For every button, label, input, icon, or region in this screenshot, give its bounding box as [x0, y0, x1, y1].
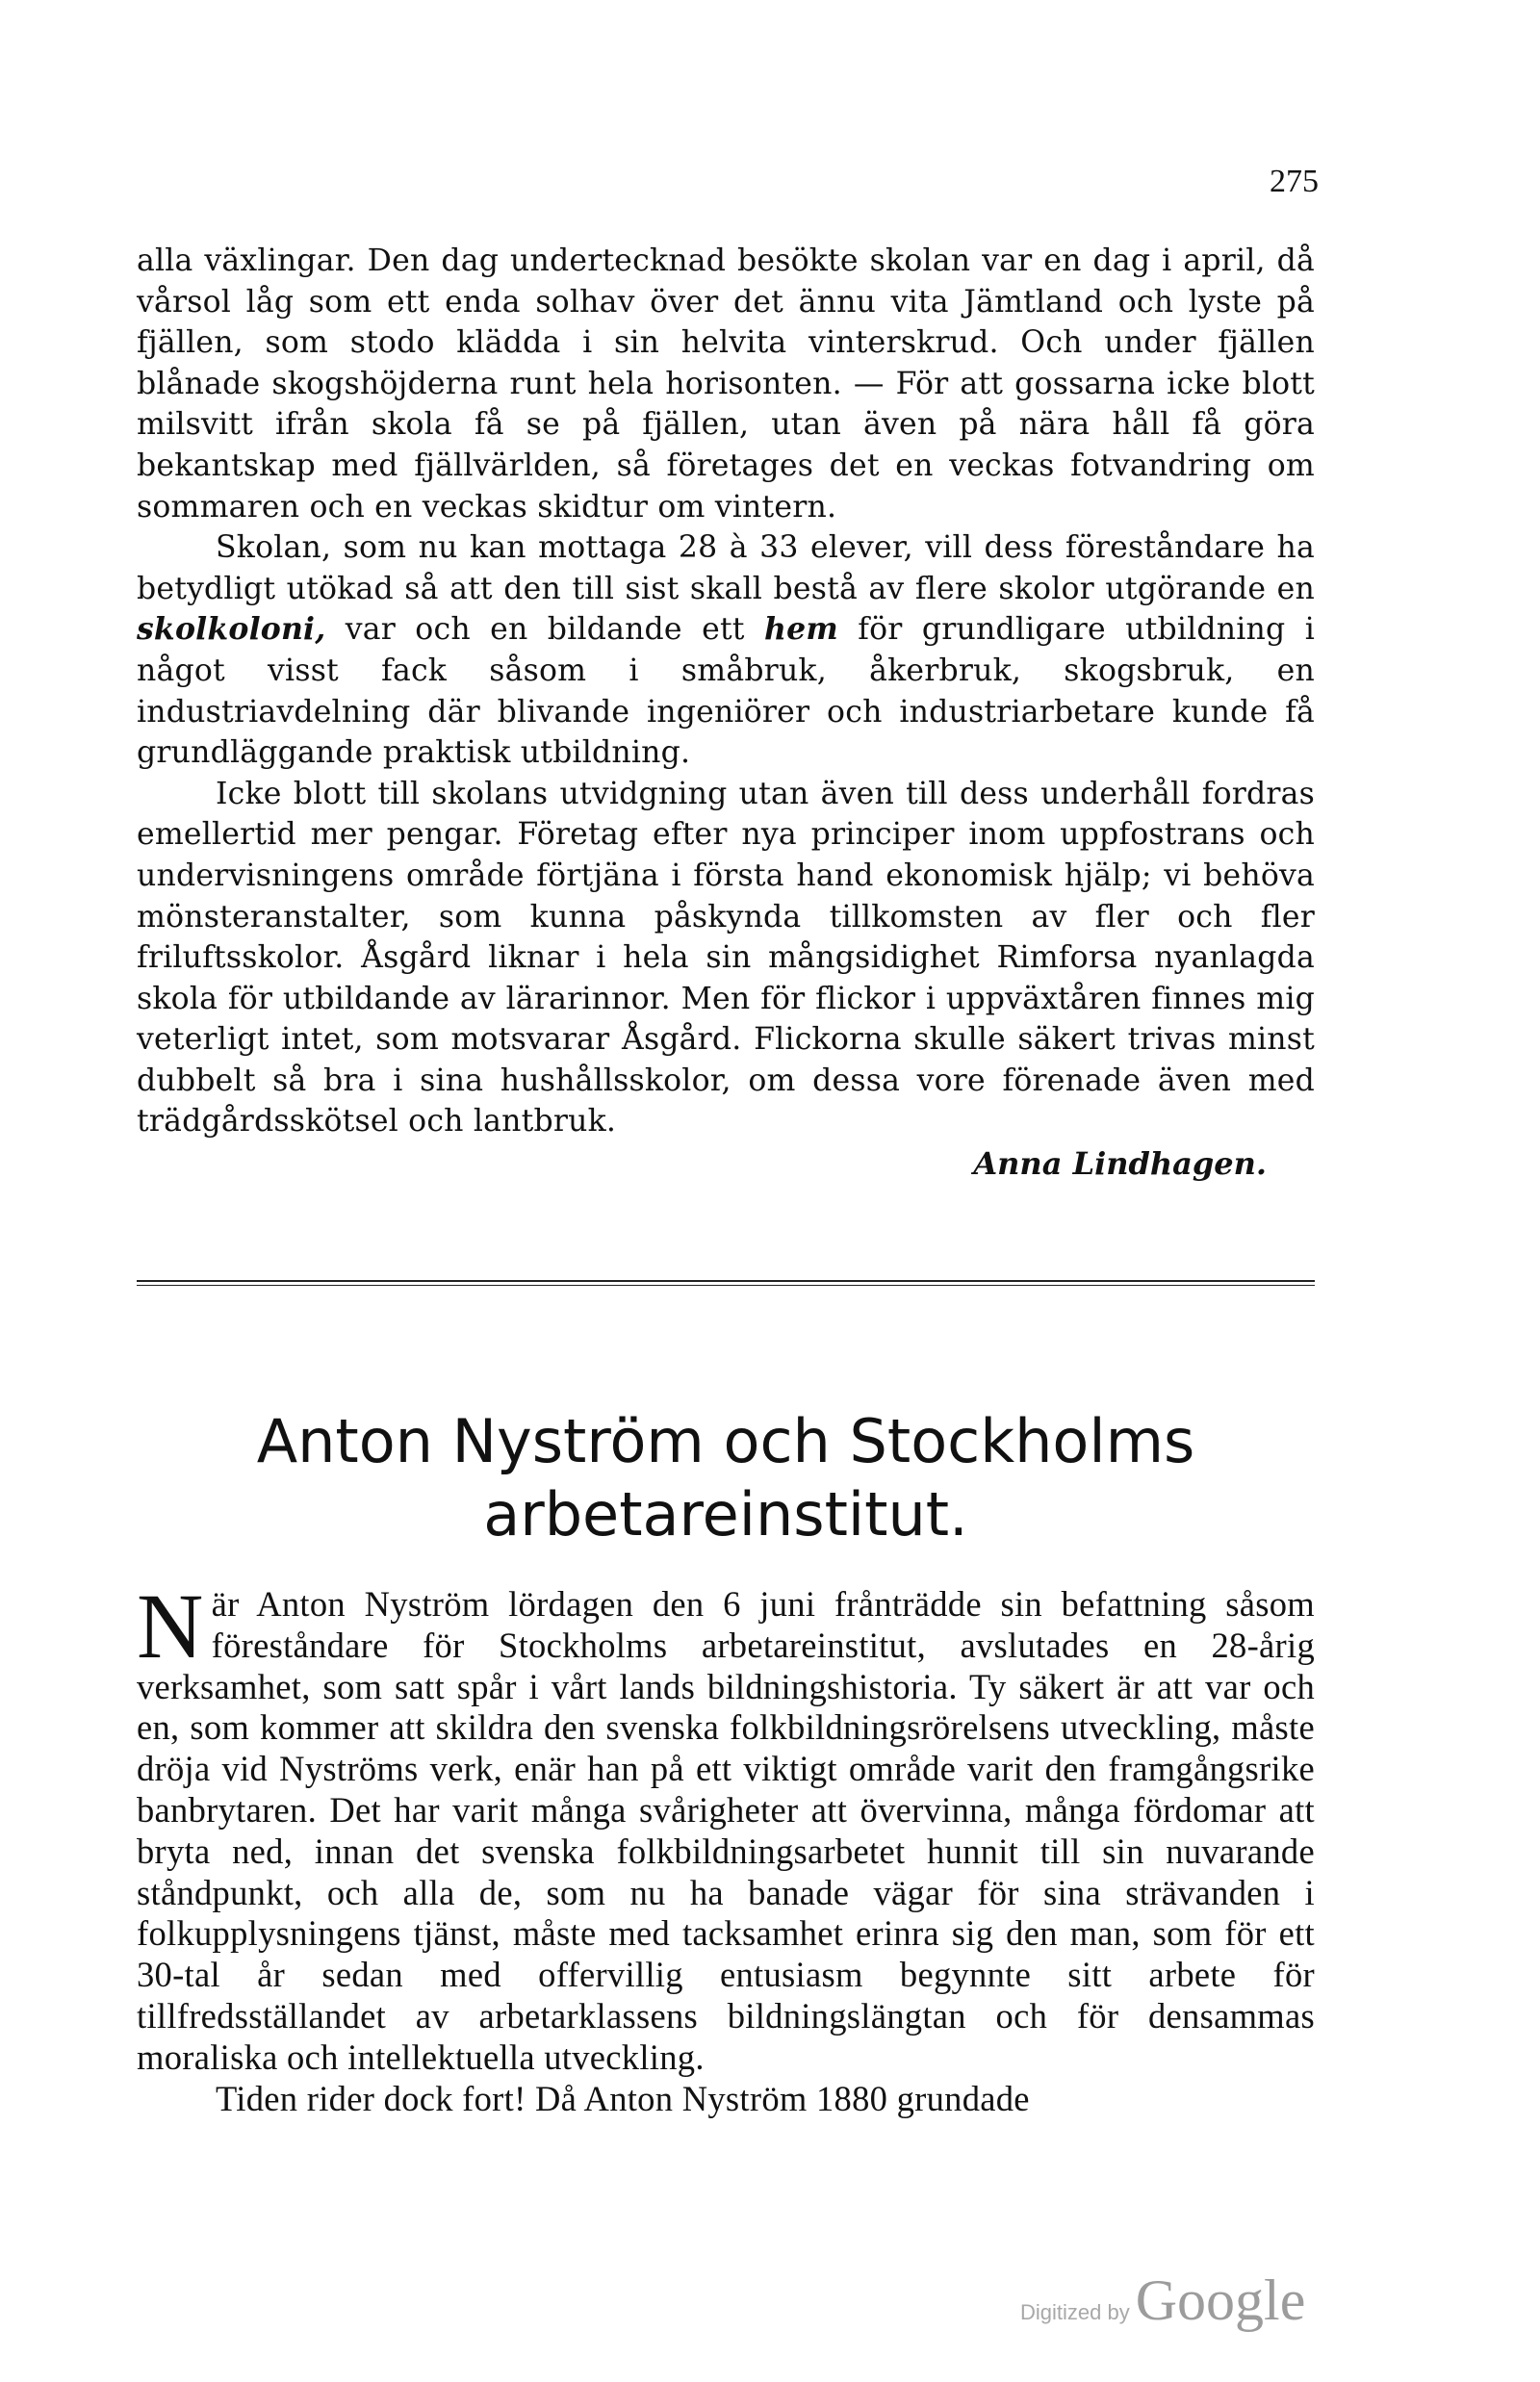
paragraph-text: var och en bildande ett	[325, 612, 765, 648]
digitized-by-label: Digitized by	[1020, 2300, 1130, 2324]
article-title-line-1: Anton Nyström och Stockholms	[256, 1406, 1195, 1476]
paragraph	[137, 241, 1315, 527]
paragraph	[137, 774, 1315, 1142]
article-paragraph-2: Tiden rider dock fort! Då Anton Nyström 1880 grundade	[216, 2078, 1030, 2118]
page-number: 275	[1270, 164, 1319, 199]
drop-cap: N	[137, 1575, 204, 1678]
article-body	[137, 1575, 1315, 2119]
google-logo: Google	[1135, 2268, 1306, 2332]
article-title	[137, 1405, 1315, 1551]
paragraph-text: för grundligare utbildning i något visst fack såsom i småbruk, åkerbruk, skogsbruk, en industriavdelning där blivande ingeniörer och industriarbetare kunde få grundläggande praktisk utbildning.	[137, 612, 1316, 771]
article-paragraph-1	[137, 1575, 1315, 2079]
paragraph-text: Skolan, som nu kan mottaga 28 à 33 elever, vill dess föreståndare ha betydligt utökad så att den till sist skall bestå av flere skolor utgörande en	[137, 530, 1315, 606]
emphasized-text: hem	[764, 611, 838, 648]
article-title-line-2: arbetareinstitut.	[483, 1479, 968, 1550]
digitized-by-google-watermark	[1020, 2267, 1306, 2332]
author-signature: Anna Lindhagen.	[973, 1145, 1267, 1183]
section-divider	[137, 1280, 1315, 1286]
emphasized-text: skolkoloni,	[137, 611, 326, 648]
previous-article-ending	[137, 241, 1315, 1185]
paragraph	[137, 527, 1315, 774]
article-paragraph-1-text: är Anton Nyström lördagen den 6 juni frånträdde sin befattning såsom föreståndare för Stockholms arbetareinstitut, avslutades en 28-årig verksamhet, som satt spår i vårt lands bildningshistoria. Ty säkert är att var och en, som kommer att skildra den svenska folkbildningsrörelsens utveckling, måste dröja vid Nyströms verk, enär han på ett viktigt område varit den framgångsrike banbrytaren. Det har varit många svårigheter att övervinna, många fördomar att bryta ned, innan det svenska folkbildningsarbetet hunnit till sin nuvarande ståndpunkt, och alla de, som nu ha banade vägar för sina strävanden i folkupplysningens tjänst, måste med tacksamhet erinra sig den man, som för ett 30-tal år sedan med offervillig entusiasm begynnte sitt arbete för tillfredsställandet av arbetarklassens bildningslängtan och för densammas moraliska och intellektuella utveckling.	[137, 1584, 1315, 2077]
paragraph-text: Icke blott till skolans utvidgning utan även till dess underhåll fordras emellertid mer pengar. Företag efter nya principer inom uppfostrans och undervisningens område förtjäna i första hand ekonomisk hjälp; vi behöva mönsteranstalter, som kunna påskynda tillkomsten av fler och fler friluftsskolor. Åsgård liknar i hela sin mångsidighet Rimforsa nyanlagda skola för utbildande av lärarinnor. Men för flickor i uppväxtåren finnes mig veterligt intet, som motsvarar Åsgård. Flickorna skulle säkert trivas minst dubbelt så bra i sina hushållsskolor, om dessa vore förenade även med trädgårdsskötsel och lantbruk.	[137, 776, 1315, 1140]
paragraph-text: alla växlingar. Den dag undertecknad besökte skolan var en dag i april, då vårsol låg som ett enda solhav över det ännu vita Jämtland och lyste på fjällen, som stodo klädda i sin helvita vinterskrud. Och under fjällen blånade skogshöjderna runt hela horisonten. — För att gossarna icke blott milsvitt ifrån skola få se på fjällen, utan även på nära håll få göra bekantskap med fjällvärlden, så företages det en veckas fotvandring om sommaren och en veckas skidtur om vintern.	[137, 243, 1315, 525]
